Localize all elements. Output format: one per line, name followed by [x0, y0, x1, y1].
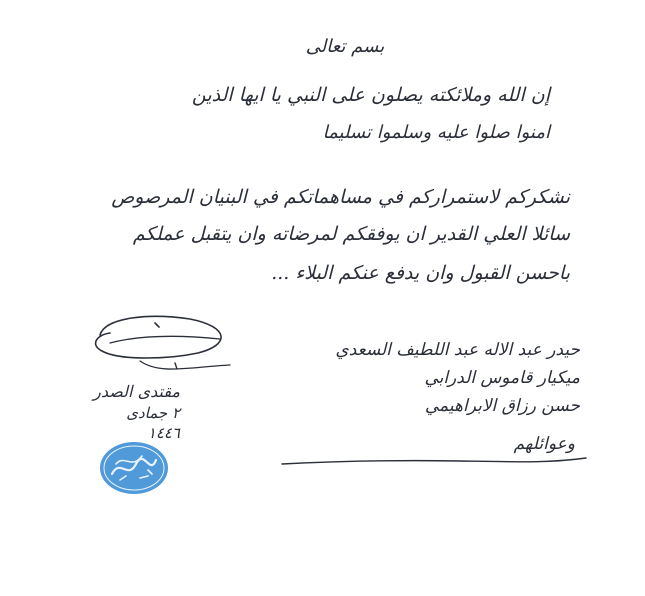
body-line-2: سائلا العلي القدير ان يوفقكم لمرضاته وان يتقبل عملكم — [132, 223, 570, 245]
recipient-underline — [280, 452, 590, 472]
recipient-line-4: وعوائلهم — [513, 434, 575, 454]
recipient-line-2: ميكيار قاموس الدرابي — [424, 368, 580, 388]
body-line-3: باحسن القبول وان يدفع عنكم البلاء ... — [271, 262, 570, 284]
verse-line-1: إن الله وملائكته يصلون على النبي يا ايها الذين — [191, 84, 550, 106]
recipient-line-1: حيدر عبد الاله عبد اللطيف السعدي — [335, 340, 580, 360]
official-seal — [98, 440, 170, 496]
handwritten-signature — [80, 305, 240, 385]
recipient-line-3: حسن رزاق الابراهيمي — [424, 396, 580, 416]
date-line-2: ١٤٤٦ — [147, 424, 180, 442]
sender-name: مقتدى الصدر — [93, 382, 180, 401]
verse-line-2: امنوا صلوا عليه وسلموا تسليما — [322, 122, 550, 143]
letter-title: بسم تعالى — [305, 36, 385, 57]
date-line-1: ٢ جمادى — [126, 404, 180, 422]
body-line-1: نشكركم لاستمراركم في مساهماتكم في البنيان المرصوص — [111, 186, 570, 208]
